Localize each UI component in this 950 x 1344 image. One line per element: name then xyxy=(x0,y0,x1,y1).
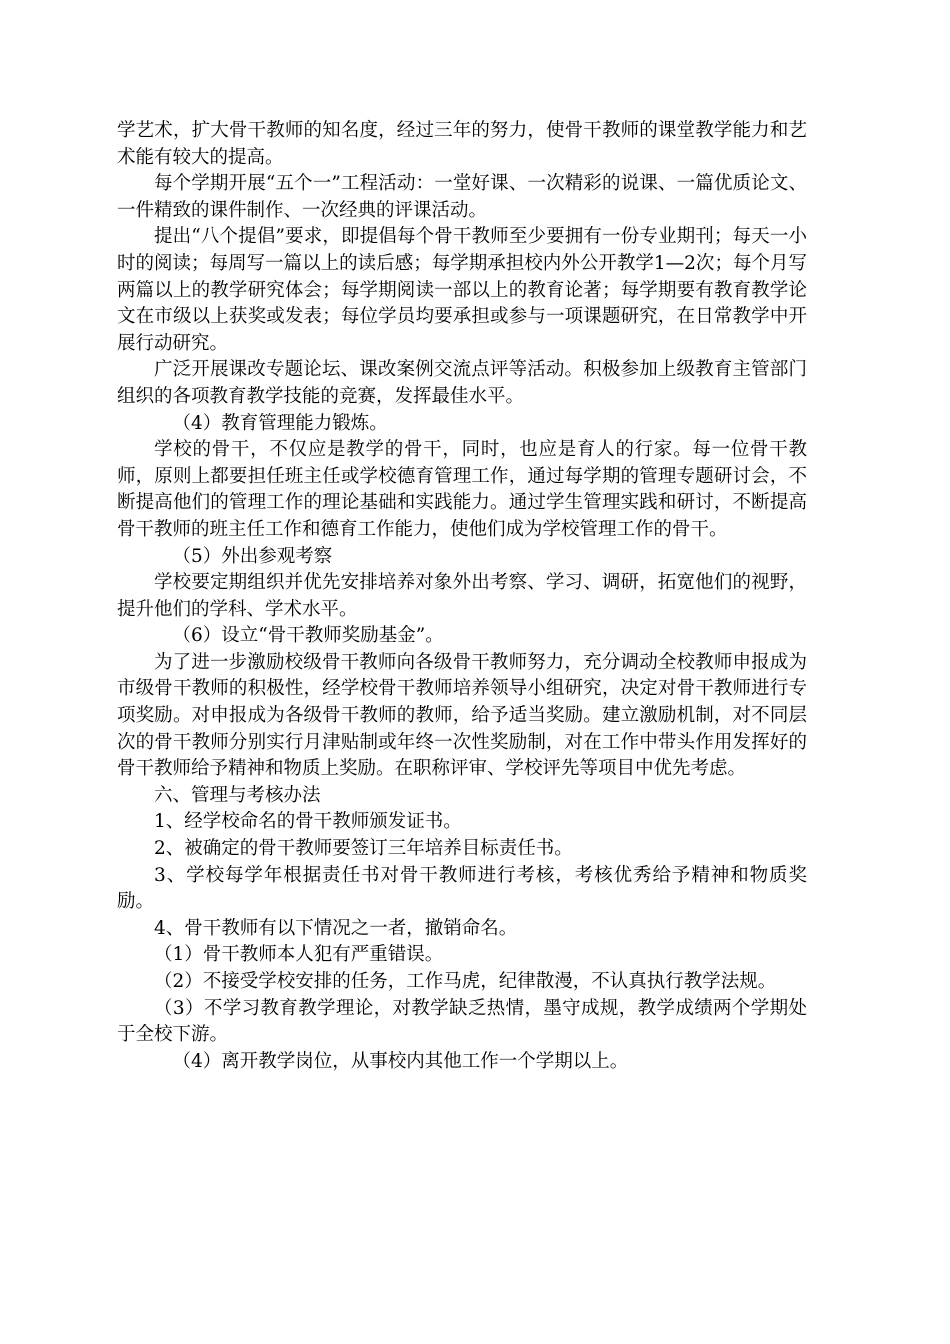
list-item: 3、学校每学年根据责任书对骨干教师进行考核，考核优秀给予精神和物质奖励。 xyxy=(117,864,807,913)
paragraph: 为了进一步激励校级骨干教师向各级骨干教师努力，充分调动全校教师申报成为市级骨干教师的积极性，经学校骨干教师培养领导小组研究，决定对骨干教师进行专项奖励。对申报成为各级骨干教师的教师，给予适当奖励。建立激励机制，对不同层次的骨干教师分别实行月津贴制或年终一次性奖励制，对在工作中带头作用发挥好的骨干教师给予精神和物质上奖励。在职称评审、学校评先等项目中优先考虑。 xyxy=(117,651,807,780)
list-item: （1）骨干教师本人犯有严重错误。 xyxy=(154,944,444,966)
paragraph: 学校要定期组织并优先安排培养对象外出考察、学习、调研，拓宽他们的视野，提升他们的学科、学术水平。 xyxy=(117,572,807,620)
document-page xyxy=(117,118,807,1075)
list-item: （2）不接受学校安排的任务，工作马虎，纪律散漫，不认真执行教学法规。 xyxy=(154,971,777,992)
section-heading: （5）外出参观考察 xyxy=(172,545,333,567)
section-heading: （6）设立“骨干教师奖励基金”。 xyxy=(172,625,444,647)
paragraph: 每个学期开展“五个一”工程活动：一堂好课、一次精彩的说课、一篇优质论文、一件精致的课件制作、一次经典的评课活动。 xyxy=(117,173,807,221)
section-heading: （4）教育管理能力锻炼。 xyxy=(172,412,388,434)
paragraph: 提出“八个提倡”要求，即提倡每个骨干教师至少要拥有一份专业期刊；每天一小时的阅读；每周写一篇以上的读后感；每学期承担校内外公开教学1—2次；每个月写两篇以上的教学研究体会；每学期阅读一部以上的教育论著；每学期要有教育教学论文在市级以上获奖或发表；每位学员均要承担或参与一项课题研究，在日常教学中开展行动研究。 xyxy=(117,226,807,354)
paragraph: 学艺术，扩大骨干教师的知名度，经过三年的努力，使骨干教师的课堂教学能力和艺术能有较大的提高。 xyxy=(117,120,807,168)
list-item: （4）离开教学岗位，从事校内其他工作一个学期以上。 xyxy=(172,1050,629,1072)
paragraph: 学校的骨干，不仅应是教学的骨干，同时，也应是育人的行家。每一位骨干教师，原则上都要担任班主任或学校德育管理工作，通过每学期的管理专题研讨会，不断提高他们的管理工作的理论基础和实践能力。通过学生管理实践和研讨，不断提高骨干教师的班主任工作和德育工作能力，使他们成为学校管理工作的骨干。 xyxy=(117,439,807,540)
list-item: 4、骨干教师有以下情况之一者，撤销命名。 xyxy=(154,917,518,939)
list-item: 1、经学校命名的骨干教师颁发证书。 xyxy=(154,811,462,833)
list-item: （3）不学习教育教学理论，对教学缺乏热情，墨守成规，教学成绩两个学期处于全校下游。 xyxy=(117,997,807,1046)
section-heading: 六、管理与考核办法 xyxy=(154,784,321,806)
paragraph: 广泛开展课改专题论坛、课改案例交流点评等活动。积极参加上级教育主管部门组织的各项教育教学技能的竞赛，发挥最佳水平。 xyxy=(117,359,807,407)
list-item: 2、被确定的骨干教师要签订三年培养目标责任书。 xyxy=(154,838,573,860)
